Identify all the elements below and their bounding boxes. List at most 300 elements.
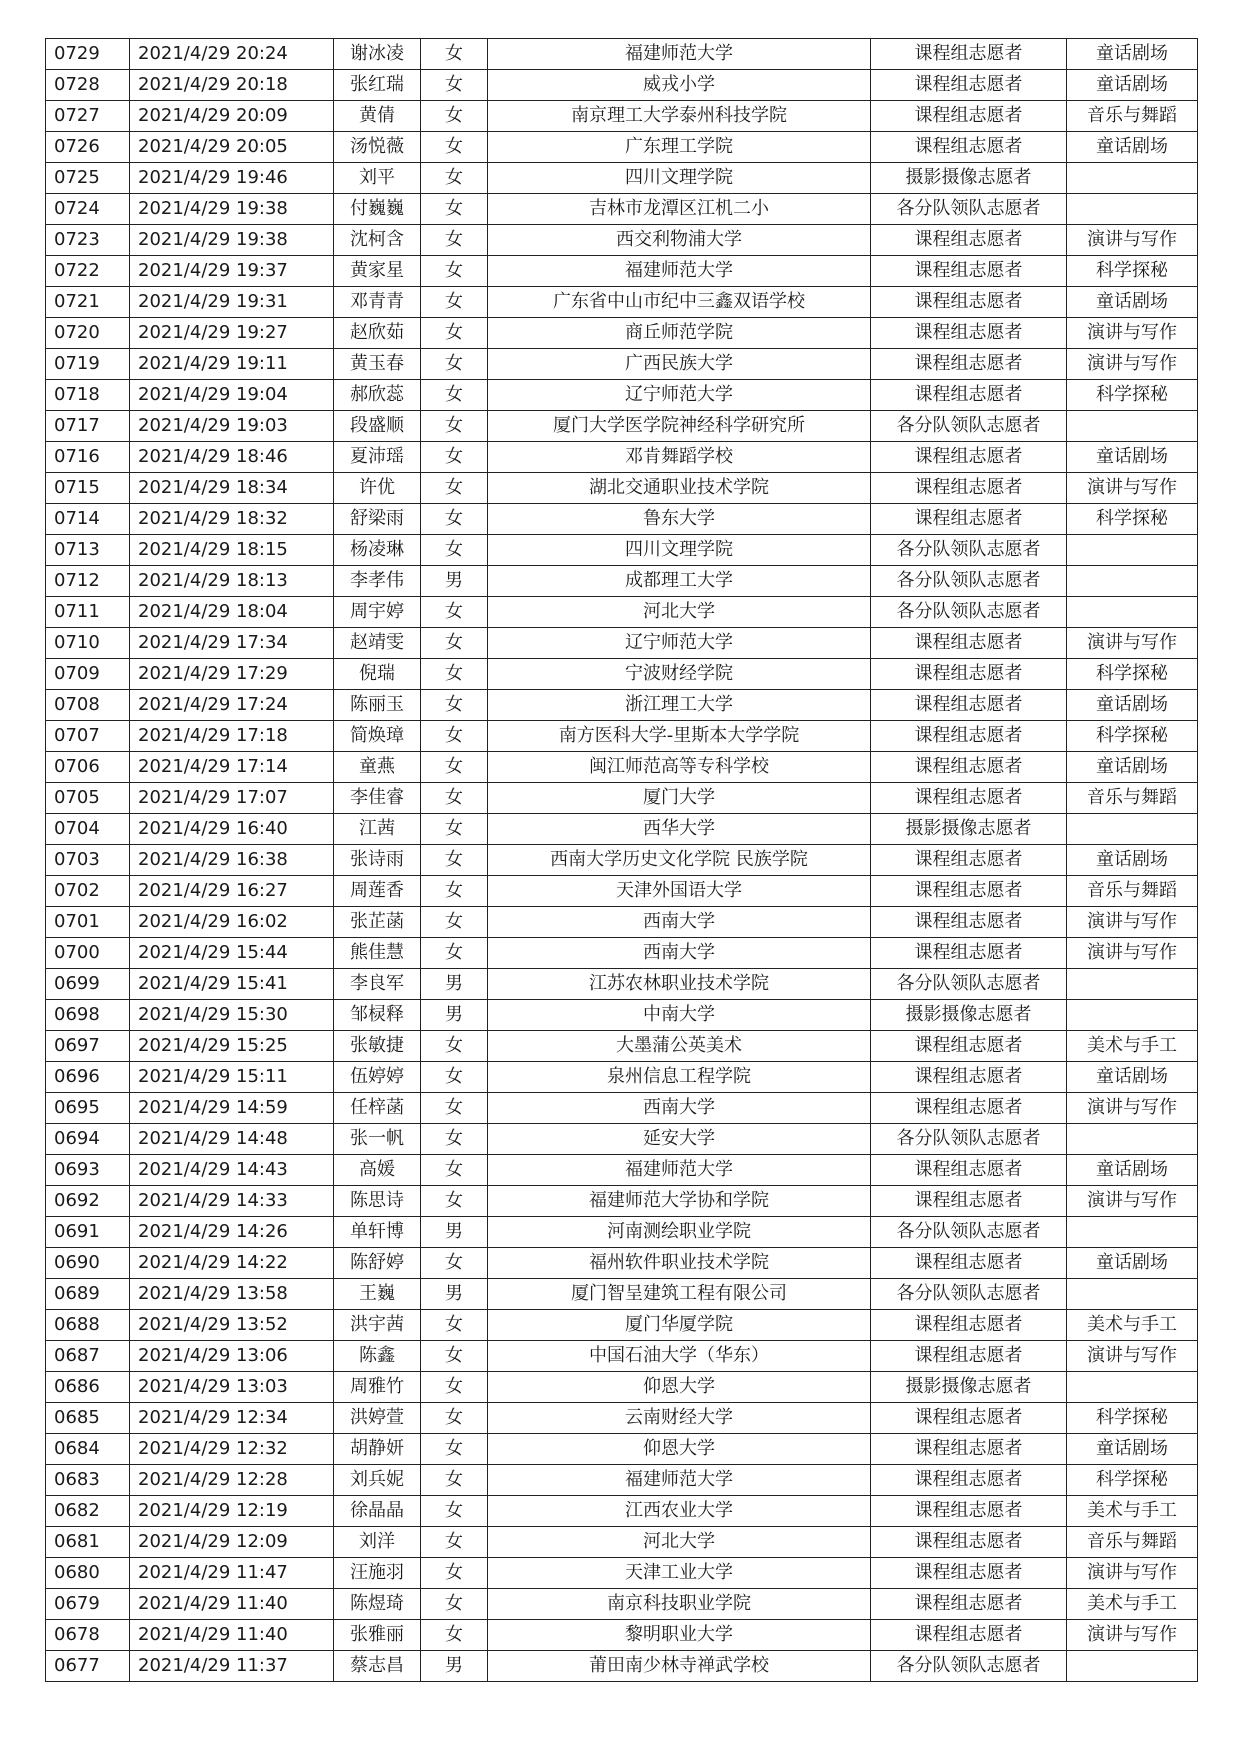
id-cell: 0689: [46, 1279, 130, 1310]
table-row: [46, 380, 1198, 411]
name-cell: 简焕璋: [334, 721, 421, 752]
course-cell: 演讲与写作: [1067, 318, 1198, 349]
school-cell: 闽江师范高等专科学校: [488, 752, 871, 783]
school-cell: 河南测绘职业学院: [488, 1217, 871, 1248]
course-cell: 童话剧场: [1067, 1434, 1198, 1465]
name-cell: 伍婷婷: [334, 1062, 421, 1093]
course-cell: 演讲与写作: [1067, 938, 1198, 969]
school-cell: 西南大学: [488, 907, 871, 938]
id-cell: 0694: [46, 1124, 130, 1155]
school-cell: 西交利物浦大学: [488, 225, 871, 256]
school-cell: 福建师范大学: [488, 1465, 871, 1496]
table-row: [46, 814, 1198, 845]
role-cell: 课程组志愿者: [871, 473, 1067, 504]
school-cell: 河北大学: [488, 1527, 871, 1558]
course-cell: 童话剧场: [1067, 287, 1198, 318]
role-cell: 课程组志愿者: [871, 287, 1067, 318]
course-cell: 童话剧场: [1067, 1062, 1198, 1093]
role-cell: 摄影摄像志愿者: [871, 1372, 1067, 1403]
course-cell: 科学探秘: [1067, 1465, 1198, 1496]
school-cell: 河北大学: [488, 597, 871, 628]
id-cell: 0681: [46, 1527, 130, 1558]
school-cell: 莆田南少林寺禅武学校: [488, 1651, 871, 1682]
course-cell: 童话剧场: [1067, 690, 1198, 721]
id-cell: 0706: [46, 752, 130, 783]
table-row: [46, 194, 1198, 225]
gender-cell: 女: [421, 752, 488, 783]
gender-cell: 女: [421, 1186, 488, 1217]
gender-cell: 女: [421, 349, 488, 380]
id-cell: 0679: [46, 1589, 130, 1620]
name-cell: 张诗雨: [334, 845, 421, 876]
course-cell: 科学探秘: [1067, 721, 1198, 752]
time-cell: 2021/4/29 17:34: [130, 628, 334, 659]
school-cell: 厦门华厦学院: [488, 1310, 871, 1341]
role-cell: 课程组志愿者: [871, 1155, 1067, 1186]
id-cell: 0715: [46, 473, 130, 504]
id-cell: 0685: [46, 1403, 130, 1434]
gender-cell: 女: [421, 318, 488, 349]
time-cell: 2021/4/29 15:30: [130, 1000, 334, 1031]
name-cell: 童燕: [334, 752, 421, 783]
course-cell: 美术与手工: [1067, 1496, 1198, 1527]
gender-cell: 女: [421, 1558, 488, 1589]
table-row: [46, 101, 1198, 132]
gender-cell: 女: [421, 1589, 488, 1620]
time-cell: 2021/4/29 18:13: [130, 566, 334, 597]
name-cell: 舒梁雨: [334, 504, 421, 535]
role-cell: 课程组志愿者: [871, 1341, 1067, 1372]
course-cell: [1067, 969, 1198, 1000]
gender-cell: 女: [421, 70, 488, 101]
school-cell: 商丘师范学院: [488, 318, 871, 349]
gender-cell: 女: [421, 473, 488, 504]
school-cell: 福建师范大学: [488, 39, 871, 70]
name-cell: 付巍巍: [334, 194, 421, 225]
table-row: [46, 1031, 1198, 1062]
table-row: [46, 1589, 1198, 1620]
time-cell: 2021/4/29 11:47: [130, 1558, 334, 1589]
gender-cell: 女: [421, 628, 488, 659]
role-cell: 各分队领队志愿者: [871, 566, 1067, 597]
time-cell: 2021/4/29 16:40: [130, 814, 334, 845]
role-cell: 各分队领队志愿者: [871, 411, 1067, 442]
time-cell: 2021/4/29 12:09: [130, 1527, 334, 1558]
gender-cell: 女: [421, 1248, 488, 1279]
id-cell: 0719: [46, 349, 130, 380]
school-cell: 辽宁师范大学: [488, 380, 871, 411]
school-cell: 南京科技职业学院: [488, 1589, 871, 1620]
id-cell: 0703: [46, 845, 130, 876]
name-cell: 杨凌琳: [334, 535, 421, 566]
id-cell: 0723: [46, 225, 130, 256]
course-cell: 音乐与舞蹈: [1067, 1527, 1198, 1558]
time-cell: 2021/4/29 15:44: [130, 938, 334, 969]
name-cell: 郝欣蕊: [334, 380, 421, 411]
table-row: [46, 442, 1198, 473]
school-cell: 西南大学: [488, 938, 871, 969]
name-cell: 沈柯含: [334, 225, 421, 256]
school-cell: 湖北交通职业技术学院: [488, 473, 871, 504]
id-cell: 0692: [46, 1186, 130, 1217]
course-cell: 科学探秘: [1067, 504, 1198, 535]
role-cell: 课程组志愿者: [871, 690, 1067, 721]
gender-cell: 女: [421, 938, 488, 969]
table-row: [46, 1093, 1198, 1124]
school-cell: 天津外国语大学: [488, 876, 871, 907]
table-row: [46, 163, 1198, 194]
id-cell: 0724: [46, 194, 130, 225]
time-cell: 2021/4/29 16:02: [130, 907, 334, 938]
time-cell: 2021/4/29 18:34: [130, 473, 334, 504]
name-cell: 陈鑫: [334, 1341, 421, 1372]
table-row: [46, 876, 1198, 907]
name-cell: 赵欣茹: [334, 318, 421, 349]
school-cell: 天津工业大学: [488, 1558, 871, 1589]
school-cell: 邓肯舞蹈学校: [488, 442, 871, 473]
course-cell: 美术与手工: [1067, 1310, 1198, 1341]
name-cell: 张芷菡: [334, 907, 421, 938]
time-cell: 2021/4/29 19:38: [130, 194, 334, 225]
role-cell: 各分队领队志愿者: [871, 535, 1067, 566]
gender-cell: 女: [421, 287, 488, 318]
role-cell: 课程组志愿者: [871, 318, 1067, 349]
role-cell: 课程组志愿者: [871, 442, 1067, 473]
time-cell: 2021/4/29 11:37: [130, 1651, 334, 1682]
gender-cell: 女: [421, 1341, 488, 1372]
id-cell: 0726: [46, 132, 130, 163]
school-cell: 南方医科大学-里斯本大学学院: [488, 721, 871, 752]
time-cell: 2021/4/29 19:46: [130, 163, 334, 194]
table-row: [46, 132, 1198, 163]
id-cell: 0713: [46, 535, 130, 566]
school-cell: 西南大学: [488, 1093, 871, 1124]
course-cell: 演讲与写作: [1067, 473, 1198, 504]
gender-cell: 女: [421, 380, 488, 411]
id-cell: 0709: [46, 659, 130, 690]
id-cell: 0702: [46, 876, 130, 907]
name-cell: 单轩博: [334, 1217, 421, 1248]
table-row: [46, 628, 1198, 659]
id-cell: 0720: [46, 318, 130, 349]
id-cell: 0677: [46, 1651, 130, 1682]
time-cell: 2021/4/29 17:14: [130, 752, 334, 783]
name-cell: 胡静妍: [334, 1434, 421, 1465]
id-cell: 0707: [46, 721, 130, 752]
gender-cell: 女: [421, 1093, 488, 1124]
course-cell: 音乐与舞蹈: [1067, 101, 1198, 132]
role-cell: 课程组志愿者: [871, 1465, 1067, 1496]
course-cell: 演讲与写作: [1067, 907, 1198, 938]
id-cell: 0718: [46, 380, 130, 411]
gender-cell: 女: [421, 194, 488, 225]
time-cell: 2021/4/29 14:43: [130, 1155, 334, 1186]
school-cell: 福州软件职业技术学院: [488, 1248, 871, 1279]
role-cell: 课程组志愿者: [871, 1062, 1067, 1093]
time-cell: 2021/4/29 18:15: [130, 535, 334, 566]
role-cell: 各分队领队志愿者: [871, 1217, 1067, 1248]
school-cell: 福建师范大学: [488, 256, 871, 287]
gender-cell: 女: [421, 1372, 488, 1403]
name-cell: 许优: [334, 473, 421, 504]
role-cell: 课程组志愿者: [871, 256, 1067, 287]
time-cell: 2021/4/29 15:25: [130, 1031, 334, 1062]
id-cell: 0682: [46, 1496, 130, 1527]
table-row: [46, 938, 1198, 969]
school-cell: 江苏农林职业技术学院: [488, 969, 871, 1000]
course-cell: 演讲与写作: [1067, 1620, 1198, 1651]
table-row: [46, 1434, 1198, 1465]
course-cell: 童话剧场: [1067, 442, 1198, 473]
id-cell: 0683: [46, 1465, 130, 1496]
gender-cell: 男: [421, 1000, 488, 1031]
time-cell: 2021/4/29 14:22: [130, 1248, 334, 1279]
time-cell: 2021/4/29 18:04: [130, 597, 334, 628]
table-row: [46, 1279, 1198, 1310]
role-cell: 课程组志愿者: [871, 876, 1067, 907]
school-cell: 西华大学: [488, 814, 871, 845]
table-row: [46, 225, 1198, 256]
gender-cell: 女: [421, 39, 488, 70]
course-cell: 童话剧场: [1067, 1248, 1198, 1279]
id-cell: 0691: [46, 1217, 130, 1248]
role-cell: 课程组志愿者: [871, 504, 1067, 535]
course-cell: 童话剧场: [1067, 132, 1198, 163]
course-cell: [1067, 1651, 1198, 1682]
school-cell: 广西民族大学: [488, 349, 871, 380]
table-row: [46, 969, 1198, 1000]
name-cell: 刘洋: [334, 1527, 421, 1558]
role-cell: 课程组志愿者: [871, 225, 1067, 256]
course-cell: [1067, 597, 1198, 628]
gender-cell: 男: [421, 1651, 488, 1682]
role-cell: 课程组志愿者: [871, 1186, 1067, 1217]
table-row: [46, 535, 1198, 566]
table-row: [46, 597, 1198, 628]
id-cell: 0690: [46, 1248, 130, 1279]
table-row: [46, 473, 1198, 504]
course-cell: [1067, 411, 1198, 442]
school-cell: 广东理工学院: [488, 132, 871, 163]
school-cell: 中国石油大学（华东）: [488, 1341, 871, 1372]
school-cell: 鲁东大学: [488, 504, 871, 535]
time-cell: 2021/4/29 14:26: [130, 1217, 334, 1248]
id-cell: 0699: [46, 969, 130, 1000]
name-cell: 熊佳慧: [334, 938, 421, 969]
role-cell: 课程组志愿者: [871, 1031, 1067, 1062]
time-cell: 2021/4/29 13:52: [130, 1310, 334, 1341]
name-cell: 谢冰凌: [334, 39, 421, 70]
gender-cell: 女: [421, 690, 488, 721]
name-cell: 洪宇茜: [334, 1310, 421, 1341]
table-row: [46, 1558, 1198, 1589]
table-row: [46, 783, 1198, 814]
role-cell: 各分队领队志愿者: [871, 194, 1067, 225]
course-cell: 科学探秘: [1067, 256, 1198, 287]
table-row: [46, 690, 1198, 721]
time-cell: 2021/4/29 20:24: [130, 39, 334, 70]
time-cell: 2021/4/29 13:06: [130, 1341, 334, 1372]
school-cell: 四川文理学院: [488, 535, 871, 566]
school-cell: 延安大学: [488, 1124, 871, 1155]
id-cell: 0712: [46, 566, 130, 597]
table-row: [46, 287, 1198, 318]
id-cell: 0710: [46, 628, 130, 659]
gender-cell: 女: [421, 442, 488, 473]
role-cell: 课程组志愿者: [871, 349, 1067, 380]
school-cell: 中南大学: [488, 1000, 871, 1031]
id-cell: 0686: [46, 1372, 130, 1403]
id-cell: 0680: [46, 1558, 130, 1589]
role-cell: 课程组志愿者: [871, 907, 1067, 938]
school-cell: 云南财经大学: [488, 1403, 871, 1434]
school-cell: 厦门大学医学院神经科学研究所: [488, 411, 871, 442]
school-cell: 江西农业大学: [488, 1496, 871, 1527]
course-cell: [1067, 1000, 1198, 1031]
gender-cell: 女: [421, 876, 488, 907]
gender-cell: 女: [421, 783, 488, 814]
id-cell: 0708: [46, 690, 130, 721]
name-cell: 徐晶晶: [334, 1496, 421, 1527]
course-cell: [1067, 1372, 1198, 1403]
name-cell: 黄家星: [334, 256, 421, 287]
time-cell: 2021/4/29 19:11: [130, 349, 334, 380]
table-row: [46, 1341, 1198, 1372]
table-row: [46, 1403, 1198, 1434]
name-cell: 李佳睿: [334, 783, 421, 814]
table-row: [46, 1186, 1198, 1217]
table-row: [46, 411, 1198, 442]
role-cell: 课程组志愿者: [871, 1403, 1067, 1434]
course-cell: [1067, 163, 1198, 194]
course-cell: 美术与手工: [1067, 1589, 1198, 1620]
gender-cell: 女: [421, 1465, 488, 1496]
school-cell: 宁波财经学院: [488, 659, 871, 690]
course-cell: 科学探秘: [1067, 380, 1198, 411]
course-cell: 童话剧场: [1067, 1155, 1198, 1186]
school-cell: 泉州信息工程学院: [488, 1062, 871, 1093]
time-cell: 2021/4/29 12:19: [130, 1496, 334, 1527]
name-cell: 赵靖雯: [334, 628, 421, 659]
role-cell: 课程组志愿者: [871, 380, 1067, 411]
role-cell: 课程组志愿者: [871, 1620, 1067, 1651]
id-cell: 0684: [46, 1434, 130, 1465]
role-cell: 课程组志愿者: [871, 70, 1067, 101]
role-cell: 课程组志愿者: [871, 1558, 1067, 1589]
course-cell: 演讲与写作: [1067, 1341, 1198, 1372]
name-cell: 夏沛瑶: [334, 442, 421, 473]
gender-cell: 女: [421, 1124, 488, 1155]
gender-cell: 男: [421, 1279, 488, 1310]
table-row: [46, 1310, 1198, 1341]
table-row: [46, 1496, 1198, 1527]
table-row: [46, 39, 1198, 70]
table-row: [46, 659, 1198, 690]
name-cell: 黄倩: [334, 101, 421, 132]
school-cell: 仰恩大学: [488, 1372, 871, 1403]
course-cell: 音乐与舞蹈: [1067, 876, 1198, 907]
school-cell: 辽宁师范大学: [488, 628, 871, 659]
name-cell: 张红瑞: [334, 70, 421, 101]
course-cell: 演讲与写作: [1067, 628, 1198, 659]
course-cell: 演讲与写作: [1067, 225, 1198, 256]
course-cell: 童话剧场: [1067, 845, 1198, 876]
gender-cell: 女: [421, 597, 488, 628]
gender-cell: 女: [421, 721, 488, 752]
role-cell: 课程组志愿者: [871, 721, 1067, 752]
time-cell: 2021/4/29 13:03: [130, 1372, 334, 1403]
time-cell: 2021/4/29 14:48: [130, 1124, 334, 1155]
name-cell: 张雅丽: [334, 1620, 421, 1651]
time-cell: 2021/4/29 19:38: [130, 225, 334, 256]
course-cell: 演讲与写作: [1067, 1093, 1198, 1124]
time-cell: 2021/4/29 17:29: [130, 659, 334, 690]
id-cell: 0727: [46, 101, 130, 132]
name-cell: 汪施羽: [334, 1558, 421, 1589]
role-cell: 课程组志愿者: [871, 1496, 1067, 1527]
time-cell: 2021/4/29 19:03: [130, 411, 334, 442]
id-cell: 0721: [46, 287, 130, 318]
id-cell: 0722: [46, 256, 130, 287]
course-cell: [1067, 1279, 1198, 1310]
table-row: [46, 1124, 1198, 1155]
role-cell: 摄影摄像志愿者: [871, 814, 1067, 845]
role-cell: 各分队领队志愿者: [871, 1651, 1067, 1682]
role-cell: 课程组志愿者: [871, 1248, 1067, 1279]
id-cell: 0716: [46, 442, 130, 473]
gender-cell: 女: [421, 132, 488, 163]
school-cell: 厦门智呈建筑工程有限公司: [488, 1279, 871, 1310]
school-cell: 大墨蒲公英美术: [488, 1031, 871, 1062]
role-cell: 各分队领队志愿者: [871, 969, 1067, 1000]
name-cell: 周雅竹: [334, 1372, 421, 1403]
course-cell: 童话剧场: [1067, 752, 1198, 783]
course-cell: [1067, 194, 1198, 225]
table-row: [46, 721, 1198, 752]
school-cell: 仰恩大学: [488, 1434, 871, 1465]
id-cell: 0688: [46, 1310, 130, 1341]
gender-cell: 女: [421, 1155, 488, 1186]
time-cell: 2021/4/29 17:07: [130, 783, 334, 814]
course-cell: 科学探秘: [1067, 1403, 1198, 1434]
school-cell: 厦门大学: [488, 783, 871, 814]
role-cell: 各分队领队志愿者: [871, 1279, 1067, 1310]
id-cell: 0693: [46, 1155, 130, 1186]
id-cell: 0697: [46, 1031, 130, 1062]
school-cell: 福建师范大学协和学院: [488, 1186, 871, 1217]
name-cell: 陈舒婷: [334, 1248, 421, 1279]
course-cell: 演讲与写作: [1067, 1558, 1198, 1589]
school-cell: 广东省中山市纪中三鑫双语学校: [488, 287, 871, 318]
school-cell: 威戎小学: [488, 70, 871, 101]
id-cell: 0678: [46, 1620, 130, 1651]
table-row: [46, 70, 1198, 101]
id-cell: 0687: [46, 1341, 130, 1372]
table-row: [46, 1155, 1198, 1186]
id-cell: 0704: [46, 814, 130, 845]
role-cell: 课程组志愿者: [871, 752, 1067, 783]
role-cell: 课程组志愿者: [871, 1434, 1067, 1465]
name-cell: 陈思诗: [334, 1186, 421, 1217]
name-cell: 邹棂释: [334, 1000, 421, 1031]
name-cell: 蔡志昌: [334, 1651, 421, 1682]
time-cell: 2021/4/29 19:31: [130, 287, 334, 318]
time-cell: 2021/4/29 16:27: [130, 876, 334, 907]
time-cell: 2021/4/29 11:40: [130, 1620, 334, 1651]
gender-cell: 女: [421, 1496, 488, 1527]
gender-cell: 女: [421, 907, 488, 938]
table-row: [46, 1000, 1198, 1031]
